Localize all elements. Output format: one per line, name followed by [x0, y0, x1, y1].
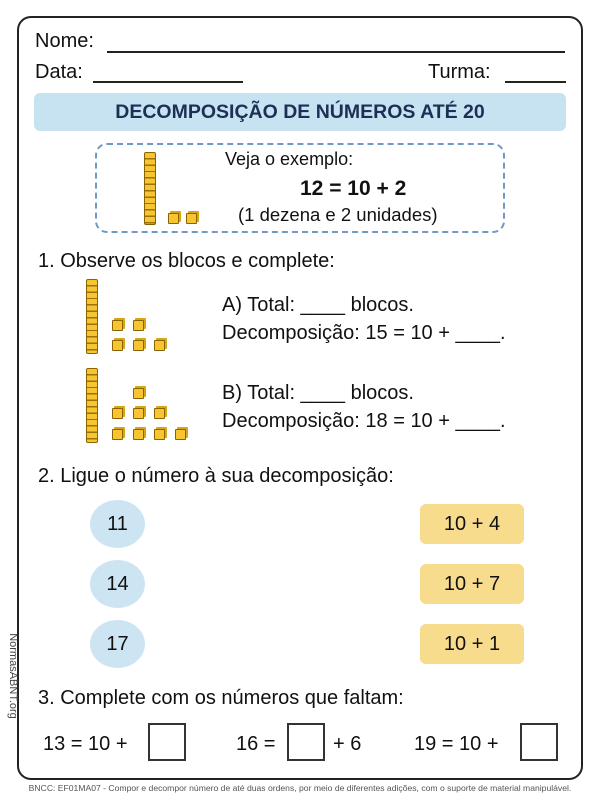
unit-cube-icon [133, 388, 144, 399]
unit-cube-icon [154, 408, 165, 419]
page-title: DECOMPOSIÇÃO DE NÚMEROS ATÉ 20 [34, 93, 566, 131]
q1-heading: 1. Observe os blocos e complete: [38, 250, 335, 272]
number-circle-11[interactable]: 11 [90, 500, 145, 548]
q3-item-3-text: 19 = 10 + [414, 733, 499, 755]
unit-cube-icon [112, 429, 123, 440]
q3-item-2-after: + 6 [333, 733, 362, 755]
name-field[interactable] [107, 51, 565, 53]
unit-cube-icon [154, 340, 165, 351]
unit-cube-icon [133, 340, 144, 351]
date-field[interactable] [93, 81, 243, 83]
bncc-footer: BNCC: EF01MA07 - Compor e decompor número de até duas ordens, por meio de diferentes adições, com o suporte de material manipulável. [28, 783, 572, 793]
number-circle-14[interactable]: 14 [90, 560, 145, 608]
q3-heading: 3. Complete com os números que faltam: [38, 687, 404, 709]
q3-item-1-text: 13 = 10 + [43, 733, 128, 755]
ten-rod-icon [86, 279, 98, 354]
decomposition-option-2[interactable]: 10 + 7 [420, 564, 524, 604]
answer-box[interactable] [520, 723, 558, 761]
number-circle-17[interactable]: 17 [90, 620, 145, 668]
site-watermark: NormasABNT.org [6, 633, 19, 719]
decomposition-option-1[interactable]: 10 + 4 [420, 504, 524, 544]
q1a-total: A) Total: ____ blocos. [222, 294, 414, 316]
date-label: Data: [35, 61, 83, 83]
class-label: Turma: [428, 61, 491, 83]
unit-cube-icon [186, 213, 197, 224]
unit-cube-icon [133, 408, 144, 419]
example-explanation: (1 dezena e 2 unidades) [238, 204, 438, 225]
unit-cube-icon [133, 320, 144, 331]
q2-heading: 2. Ligue o número à sua decomposição: [38, 465, 394, 487]
name-label: Nome: [35, 30, 94, 52]
q1a-decomposition: Decomposição: 15 = 10 + ____. [222, 322, 506, 344]
example-equation: 12 = 10 + 2 [300, 177, 407, 200]
class-field[interactable] [505, 81, 566, 83]
q1b-total: B) Total: ____ blocos. [222, 382, 414, 404]
answer-box[interactable] [148, 723, 186, 761]
unit-cube-icon [133, 429, 144, 440]
unit-cube-icon [112, 408, 123, 419]
decomposition-option-3[interactable]: 10 + 1 [420, 624, 524, 664]
unit-cube-icon [112, 340, 123, 351]
example-intro: Veja o exemplo: [225, 149, 354, 169]
ten-rod-icon [86, 368, 98, 443]
ten-rod-icon [144, 152, 156, 225]
unit-cube-icon [175, 429, 186, 440]
unit-cube-icon [154, 429, 165, 440]
unit-cube-icon [168, 213, 179, 224]
unit-cube-icon [112, 320, 123, 331]
q3-item-2-text: 16 = [236, 733, 276, 755]
q1b-decomposition: Decomposição: 18 = 10 + ____. [222, 410, 506, 432]
answer-box[interactable] [287, 723, 325, 761]
